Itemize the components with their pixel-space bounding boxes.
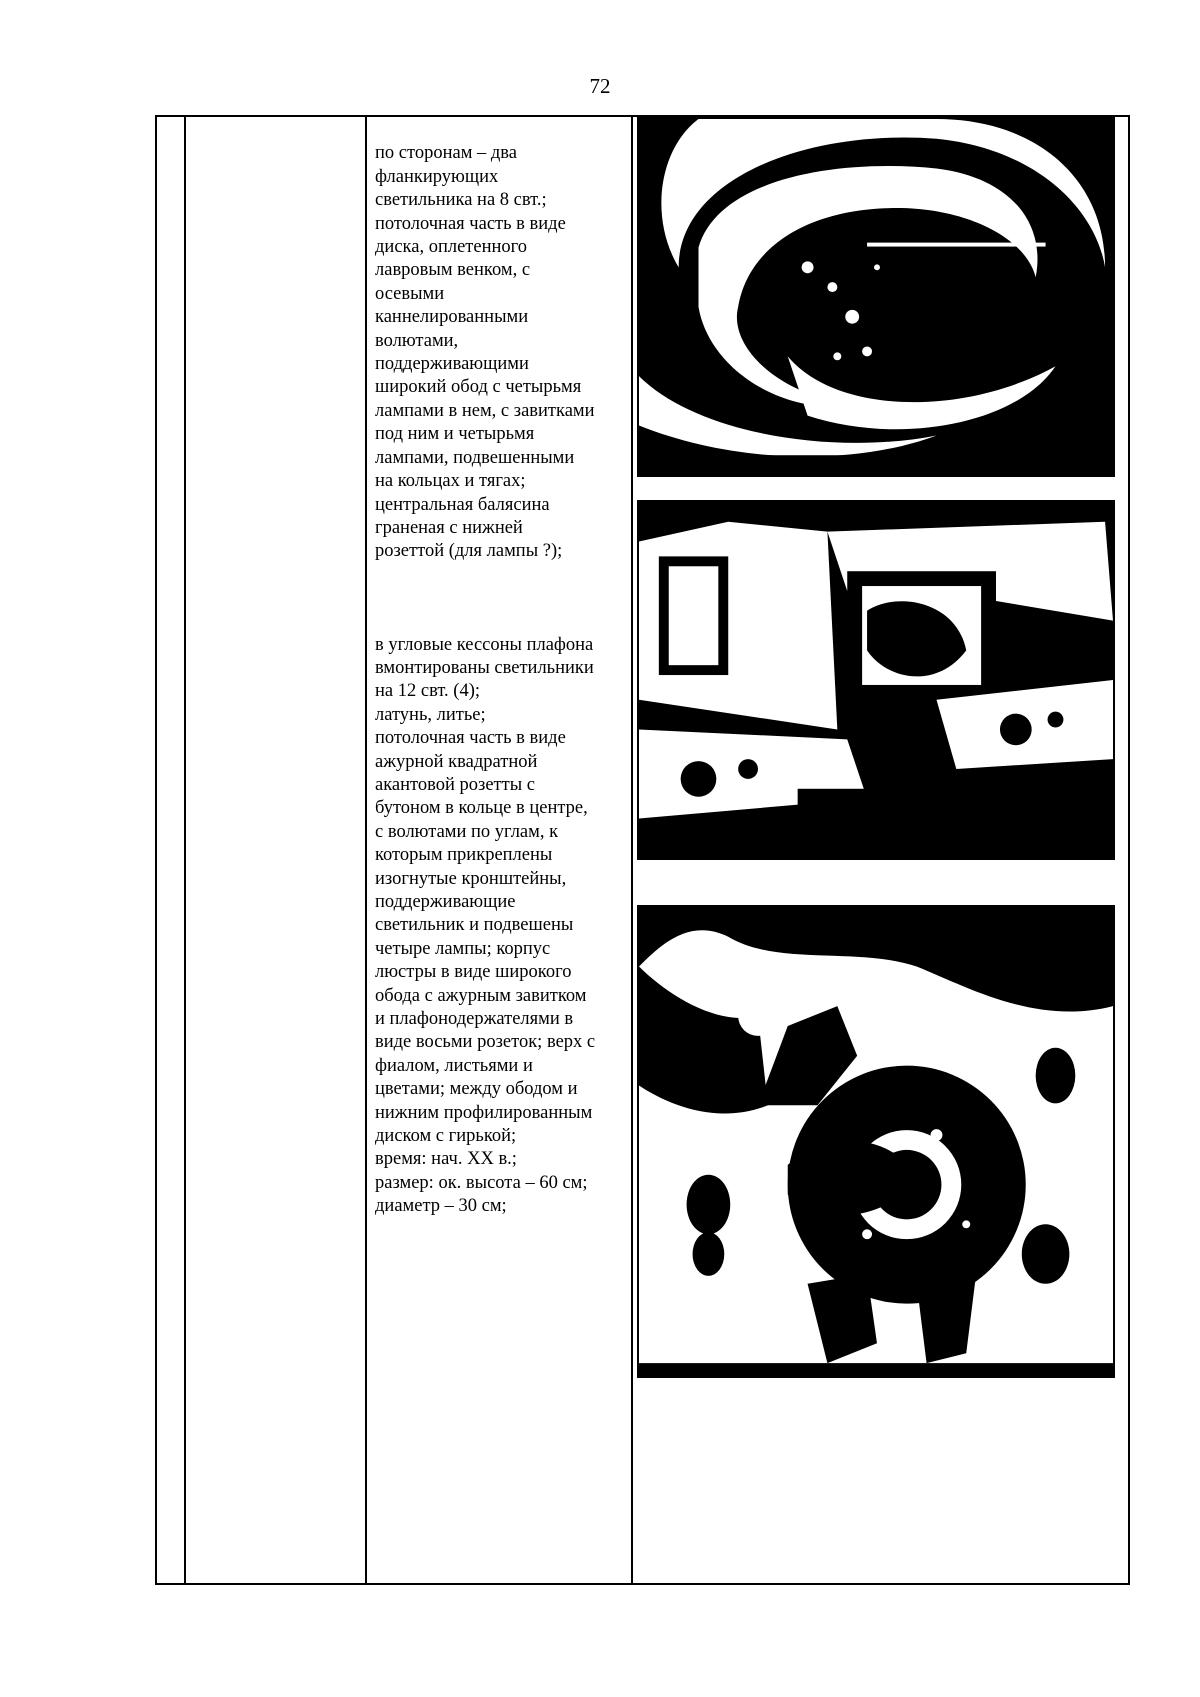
column-divider-1	[184, 117, 186, 1583]
column-divider-3	[631, 117, 633, 1583]
column-divider-2	[365, 117, 367, 1583]
description-paragraph-1: по сторонам – два фланкирующих светильника на 8 свт.; потолочная часть в виде диска, оплетенного лавровым венком, с осевыми каннелированными волютами, поддерживающими широкий обод с четырьмя лампами в нем, с завитками под ним и четырьмя лампами, подвешенными на кольцах и тягах; центральная балясина граненая с нижней розеттой (для лампы ?);	[375, 143, 595, 562]
photo-chandelier-below	[637, 905, 1115, 1378]
description-cell	[375, 119, 630, 1242]
page-number: 72	[589, 74, 611, 98]
inventory-table	[155, 115, 1130, 1585]
description-paragraph-2: в угловые кессоны плафона вмонтированы светильники на 12 свт. (4); латунь, литье; потолочная часть в виде ажурной квадратной акантовой розетты с бутоном в кольце в центре, с волютами по углам, к которым прикреплены изогнутые кронштейны, поддерживающие светильник и подвешены четыре лампы; корпус люстры в виде широкого обода с ажурным завитком и плафонодержателями в виде восьми розеток; верх с фиалом, листьями и цветами; между ободом и нижним профилированным диском с гирькой; время: нач. XX в.; размер: ок. высота – 60 см; диаметр – 30 см;	[375, 634, 596, 1217]
photo-coffered-ceiling	[637, 500, 1115, 860]
photo-ceiling-disc	[637, 117, 1115, 477]
